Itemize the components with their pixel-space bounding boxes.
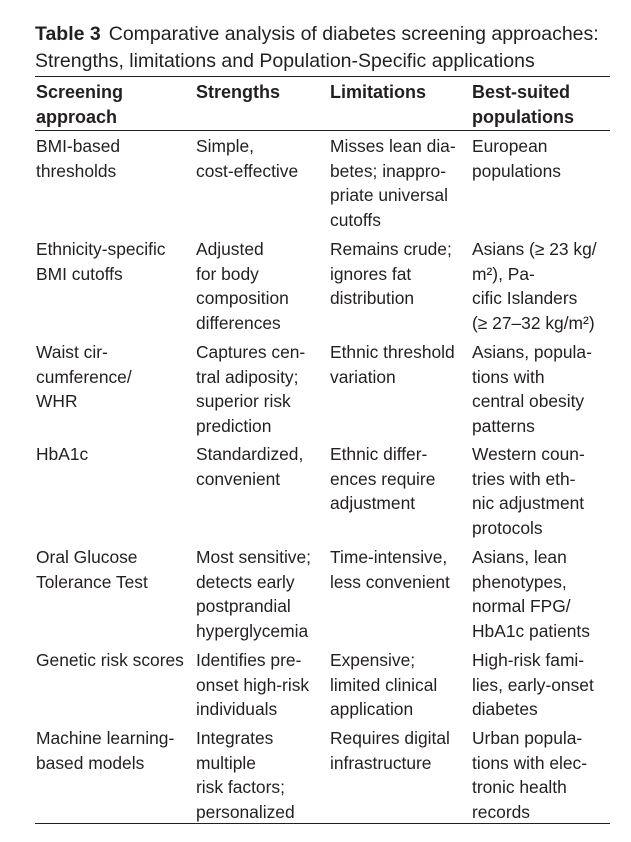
cell-limitations: Ethnic differ- ences require adjustment <box>330 444 436 513</box>
cell-limitations: Misses lean dia- betes; inappro- priate universal cutoffs <box>330 136 456 230</box>
cell-populations: Urban popula- tions with elec- tronic health records <box>472 728 588 822</box>
cell-populations: High-risk fami- lies, early-onset diabetes <box>472 650 594 719</box>
bottom-rule <box>35 823 610 824</box>
cell-strengths: Most sensitive; detects early postprandial hyperglycemia <box>196 547 312 641</box>
cell-approach: Waist cir- cumference/ WHR <box>36 342 132 411</box>
cell-approach: Oral Glucose Tolerance Test <box>36 547 148 592</box>
cell-populations: Asians, popula- tions with central obesity patterns <box>472 342 592 436</box>
cell-approach: Genetic risk scores <box>36 650 184 670</box>
table-title: Comparative analysis of diabetes screening approaches: Strengths, limitations and Population-Specific applications <box>35 23 599 72</box>
header-best-suited-populations: Best-suited populations <box>472 82 574 127</box>
table-caption <box>35 21 615 75</box>
cell-strengths: Captures cen- tral adiposity; superior risk prediction <box>196 342 306 436</box>
cell-approach: Machine learning- based models <box>36 728 175 773</box>
cell-limitations: Time-intensive, less convenient <box>330 547 450 592</box>
cell-limitations: Requires digital infrastructure <box>330 728 450 773</box>
cell-populations: Asians (≥ 23 kg/ m²), Pa- cific Islanders (≥ 27–32 kg/m²) <box>472 239 597 333</box>
cell-strengths: Standardized, convenient <box>196 444 304 489</box>
header-rule <box>35 130 610 131</box>
header-limitations: Limitations <box>330 82 427 102</box>
cell-strengths: Simple, cost-effective <box>196 136 299 181</box>
cell-strengths: Integrates multiple risk factors; personalized <box>196 728 295 822</box>
cell-approach: HbA1c <box>36 444 89 464</box>
cell-limitations: Remains crude; ignores fat distribution <box>330 239 452 308</box>
cell-populations: Western coun- tries with eth- nic adjustment protocols <box>472 444 585 538</box>
header-strengths: Strengths <box>196 82 281 102</box>
cell-strengths: Adjusted for body composition differences <box>196 239 289 333</box>
cell-limitations: Expensive; limited clinical application <box>330 650 438 719</box>
table-label: Table 3 <box>35 23 101 45</box>
cell-limitations: Ethnic threshold variation <box>330 342 455 387</box>
cell-approach: BMI-based thresholds <box>36 136 121 181</box>
top-rule <box>35 76 610 77</box>
cell-populations: Asians, lean phenotypes, normal FPG/ HbA1c patients <box>472 547 590 641</box>
cell-approach: Ethnicity-specific BMI cutoffs <box>36 239 166 284</box>
cell-populations: European populations <box>472 136 561 181</box>
header-screening-approach: Screening approach <box>36 82 124 127</box>
cell-strengths: Identifies pre- onset high-risk individuals <box>196 650 310 719</box>
